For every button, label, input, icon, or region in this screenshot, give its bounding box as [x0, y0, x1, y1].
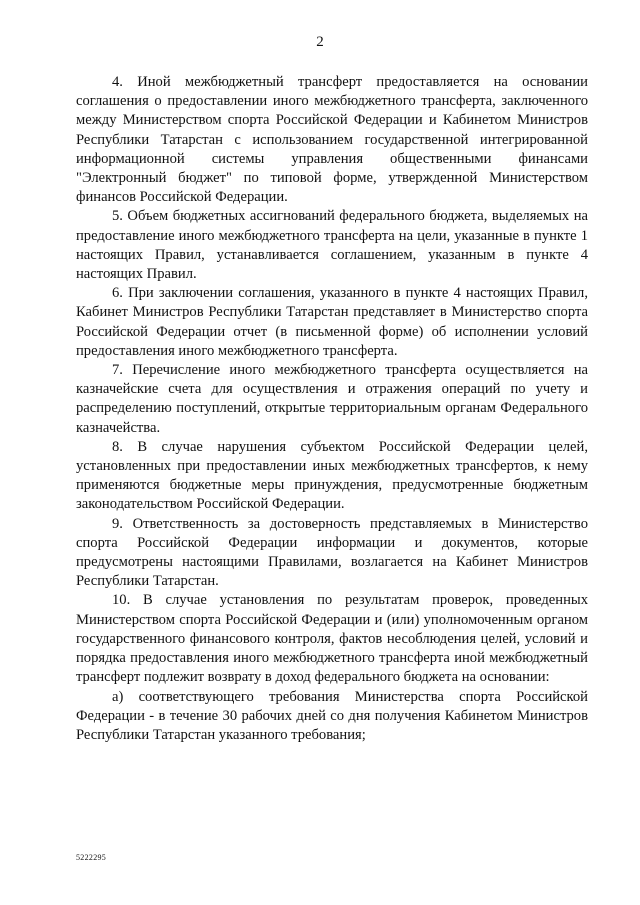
document-code: 5222295: [76, 853, 107, 862]
paragraph-7: 7. Перечисление иного межбюджетного трансферта осуществляется на казначейские счета для осуществления и отражения операций по учету и распределению поступлений, открытые территориальным органам Федерального казначейства.: [76, 362, 588, 436]
paragraph-9: 9. Ответственность за достоверность представляемых в Министерство спорта Российской Федерации информации и документов, которые предусмотрены настоящими Правилами, возлагается на Кабинет Министров Республики Татарстан.: [76, 515, 588, 590]
paragraph-8: 8. В случае нарушения субъектом Российской Федерации целей, установленных при предоставлении иных межбюджетных трансфертов, к нему применяются бюджетные меры принуждения, предусмотренные бюджетным законодательством Российской Федерации.: [76, 438, 588, 513]
paragraph-10-a: а) соответствующего требования Министерства спорта Российской Федерации - в течение 30 рабочих дней со дня получения Кабинетом Министров Республики Татарстан указанного требования;: [76, 688, 588, 743]
paragraph-6: 6. При заключении соглашения, указанного в пункте 4 настоящих Правил, Кабинет Министров Республики Татарстан представляет в Министерство спорта Российской Федерации отчет (в письменной форме) об исполнении условий предоставления иного межбюджетного трансферта.: [76, 285, 588, 359]
paragraph-4: 4. Иной межбюджетный трансферт предоставляется на основании соглашения о предоставлении иного межбюджетного трансферта, заключенного между Министерством спорта Российской Федерации и Кабинетом Министров Республики Татарстан с использованием государственной интегрированной информационной системы управления общественными финансами "Электронный бюджет" по типовой форме, утвержденной Министерством финансов Российской Федерации.: [76, 74, 588, 206]
paragraph-10: 10. В случае установления по результатам проверок, проведенных Министерством спорта Российской Федерации и (или) уполномоченным органом государственного финансового контроля, фактов несоблюдения целей, условий и порядка предоставления иного межбюджетного трансферта иной межбюджетный трансферт подлежит возврату в доход федерального бюджета на основании:: [76, 592, 588, 686]
page-number: 2: [316, 34, 324, 50]
document-body: [76, 73, 588, 745]
paragraph-5: 5. Объем бюджетных ассигнований федерального бюджета, выделяемых на предоставление иного межбюджетного трансферта на цели, указанные в пункте 1 настоящих Правил, устанавливается соглашением, указанным в пункте 4 настоящих Правил.: [76, 208, 588, 283]
